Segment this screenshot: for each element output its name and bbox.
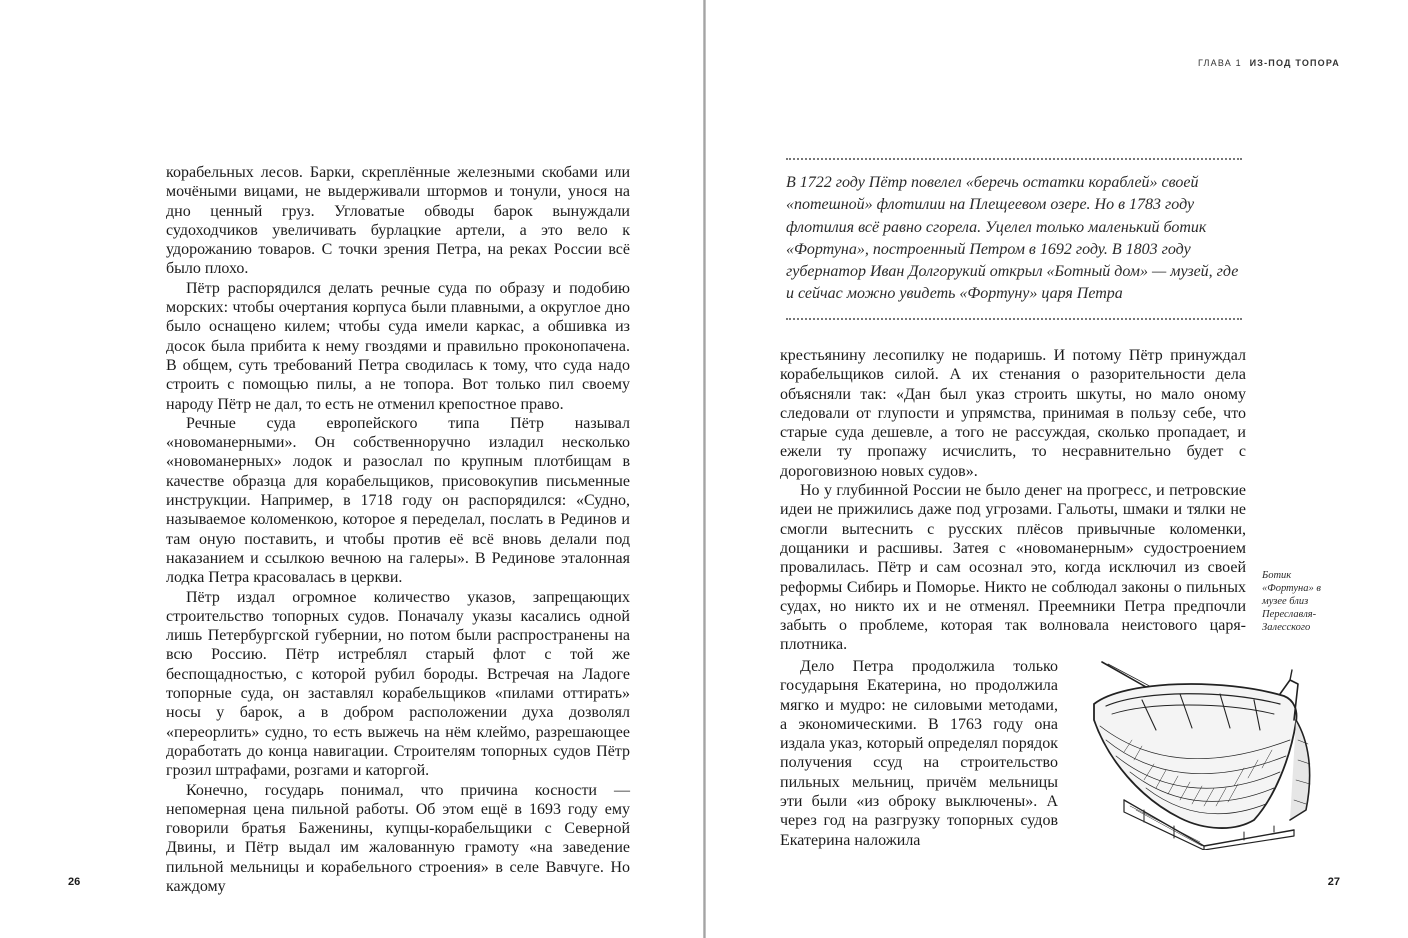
left-paragraph: Пётр издал огромное количество указов, запрещающих строительство топорных судов. Поначалу указы касались одной лишь Петербургской губернии, но потом были распространены на всю Россию. Пётр истреблял старый флот с той же беспощадностью, с которой рубил бороды. Встречая на Ладоге топорные суда, он заставлял корабельщиков «пилами оттирать» носы у барок, а в добром расположении духа дозволял «переорлить» судно, то есть выжечь на нём клеймо, разрешающее доработать до конца навигации. Строителям топорных судов Пётр грозил штрафами, розгами и каторгой.	[166, 588, 630, 780]
right-paragraph: крестьянину лесопилку не подаришь. И потому Пётр принуждал корабельщиков силой. А их стенания о разорительности дела объясняли так: «Дан был указ строить шкуты, но мало оному следовали от глупости и упрямства, принимая в пользу себе, что старые суда дешевле, а того не рассуждая, сколько пропадает, и ежели ту пропажу исчислить, то несравнительно будет с дороговизною новых судов».	[780, 347, 1246, 480]
figure-caption: Ботик «Фортуна» в музее близ Переславля-Залесского	[1262, 570, 1321, 633]
left-paragraph: Пётр распорядился делать речные суда по образу и подобию морских: чтобы очертания корпуса были плавными, а округлое дно было оснащено килем; чтобы суда имели каркас, а обшивка из досок была прибита к нему гвоздями и правильно проконопачена. В общем, суть требований Петра сводилась к тому, что суда надо строить с помощью пилы, а не топора. Вот только пил своему народу Пётр не дал, то есть не отменил крепостное право.	[166, 279, 630, 413]
boat-fortuna-illustration	[1084, 660, 1324, 850]
left-page	[0, 0, 703, 938]
right-body-text	[780, 346, 1246, 655]
right-paragraph: Дело Петра продолжила только государыня Екатерина, но продолжила мягко и мудро: не силовыми методами, а экономическими. В 1763 году она издала указ, который определял порядок получения ссуд на строительство пильных мельниц, причём мельницы эти были «из оброку выключены». А через год на разгрузку топорных судов Екатерина наложила	[780, 658, 1058, 849]
page-number-left: 26	[68, 876, 81, 888]
left-paragraph: Конечно, государь понимал, что причина косности — непомерная цена пильной работы. Об этом ещё в 1693 году ему говорили братья Баженины, купцы-корабельщики с Северной Двины, и Пётр выдал им жалованную грамоту «на заведение пильной мельницы и корабельного строения» в селе Вавчуге. Но каждому	[166, 781, 630, 895]
running-head-chapter: ГЛАВА 1	[1197, 58, 1242, 68]
left-body-text	[166, 163, 630, 896]
right-paragraph: Но у глубинной России не было денег на прогресс, и петровские идеи не прижились даже под угрозами. Гальоты, шмаки и тялки не смогли вытеснить с русских плёсов привычные коломенки, дощаники и расшивы. Затея с «новоманерным» судостроением провалилась. Пётр и сам осознал это, когда исключил из своей реформы Сибирь и Поморье. Никто не соблюдал законы о пильных судах, но никто их и не отменял. Преемники Петра предпочли забыть о проблеме, которая так волновала неистового царя-плотника.	[780, 482, 1246, 654]
right-page	[706, 0, 1408, 938]
running-head-title: ИЗ-ПОД ТОПОРА	[1249, 58, 1340, 68]
page-number-right: 27	[1327, 876, 1340, 888]
sidebar-text: В 1722 году Пётр повелел «беречь остатки кораблей» своей «потешной» флотилии на Плещеевом озере. Но в 1783 году флотилия всё равно сгорела. Уцелел только маленький ботик «Фортуна», построенный Петром в 1692 году. В 1803 году губернатор Иван Долгорукий открыл «Ботный дом» — музей, где и сейчас можно увидеть «Фортуну» царя Петра	[786, 174, 1239, 303]
right-body-text-narrow	[780, 657, 1058, 850]
left-paragraph: Речные суда европейского типа Пётр называл «новоманерными». Он собственноручно изладил несколько «новоманерных» лодок и разослал по крупным плотбищам в качестве образца для корабельщиков, присовокупив письменные инструкции. Например, в 1718 году он распорядился: «Судно, называемое коломенкою, которое я переделал, послать в Рединов и там оную поставить, и чтобы против её всё вновь делали под наказанием и ссылкою вечною на галеры». В Рединове эталонная лодка Петра красовалась в церкви.	[166, 414, 630, 587]
left-paragraph: корабельных лесов. Барки, скреплённые железными скобами или мочёными вицами, не выдерживали штормов и тонули, унося на дно ценный груз. Угловатые обводы барок вынуждали судоходчиков увеличивать бурлацкие артели, а это вело к удорожанию товаров. С точки зрения Петра, на реках России всё было плохо.	[166, 164, 630, 278]
running-head	[1198, 58, 1340, 68]
sidebar-note	[786, 158, 1242, 320]
